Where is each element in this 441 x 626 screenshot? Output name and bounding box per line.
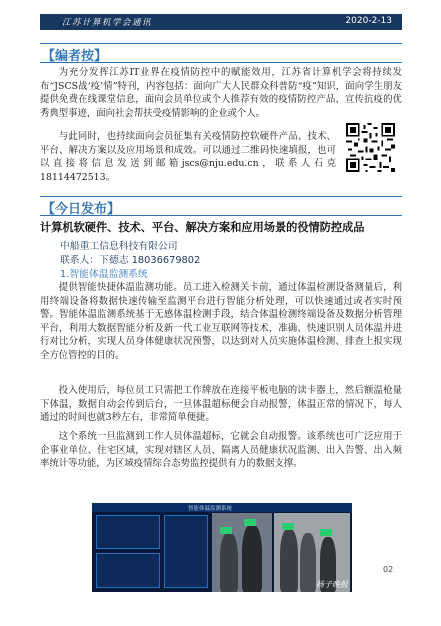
section-heading-editor-note bbox=[40, 43, 402, 63]
newsletter-title: 江苏计算机学会通讯 bbox=[62, 18, 153, 28]
screen-title: 智能体温监测系统 bbox=[188, 506, 233, 512]
dashboard-panel bbox=[96, 515, 160, 549]
person-figure bbox=[242, 525, 262, 592]
temperature-tag bbox=[220, 527, 232, 534]
editor-note-heading: 【编者按】 bbox=[42, 49, 108, 64]
system-screenshot-image bbox=[92, 503, 352, 592]
release-subtitle: 计算机软硬件、技术、平台、解决方案和应用场景的役情防控成品 bbox=[40, 221, 365, 234]
section-heading-today bbox=[40, 196, 402, 216]
issue-date: 2020-2-13 bbox=[345, 16, 392, 26]
page-number: 02 bbox=[383, 565, 394, 574]
temperature-tag bbox=[244, 519, 256, 526]
company-name: 中船重工信息科技有限公司 bbox=[60, 241, 178, 252]
qr-code-icon[interactable] bbox=[346, 123, 395, 172]
person-figure bbox=[300, 533, 316, 592]
today-heading: 【今日发布】 bbox=[42, 202, 121, 217]
person-figure bbox=[280, 529, 298, 592]
image-watermark: 扬子晚报 bbox=[316, 580, 348, 589]
newsletter-header bbox=[40, 14, 402, 30]
temperature-tag bbox=[282, 523, 294, 530]
editor-note-paragraph-2: 与此同时，也持续面向会员征集有关疫情防控软硬件产品、技术、平台、解决方案以及应用场景和成效。可以通过二维码快速填报，也可以直接将信息发送到邮箱jscs@nju.edu.cn，联系人石克18114472513。 bbox=[40, 131, 336, 183]
dashboard-panel bbox=[96, 553, 160, 588]
product-title: 1.智能体温监测系统 bbox=[60, 269, 148, 280]
dashboard-panel bbox=[164, 515, 208, 588]
person-figure bbox=[220, 533, 238, 592]
contact-info: 联系人：下德志 18036679802 bbox=[60, 255, 201, 266]
screen-title-bar bbox=[92, 503, 352, 512]
product-paragraph-1: 提供智能快捷体温监测功能。员工进入检测关卡前，通过体温检测设备测量后，利用终端设备将数据快速传输至监测平台进行智能分析处理，可以快速通过或者实时预警。智能体温监测系统基于无感体温检测手段，结合体温检测终端设备及数据分析管理平台，利用大数据智能分析及新一代工业互联网等技术，准确、快速识别人员体温并进行对比分析，实现人员身体健康状况预警，以达到对人员实施体温检测、排查上报实现全方位管控的目的。 bbox=[40, 282, 402, 361]
product-paragraph-3: 这个系统一旦监测到工作人员体温超标，它就会自动报警。该系统也可广泛应用于企事业单位、住宅区域，实现对辖区人员、隔离人员健康状况监测、出入告警、出入频率统计等功能，为区域疫情综合态势监控提供有力的数据支撑。 bbox=[40, 431, 402, 470]
editor-note-paragraph-1: 为充分发挥江苏IT业界在疫情防控中的赋能效用，江苏省计算机学会将持续发布“JSCS战‘疫’情”特刊，内容包括：面向广大人民群众科普防“疫”知识，面向学生朋友提供免费在线课堂信息，面向会员单位或个人推荐有效的疫情防控产品、宣传抗疫的优秀典型事迹，面向社会帮扶受疫情影响的企业或个人。 bbox=[40, 67, 402, 119]
product-paragraph-2: 投入使用后，每位员工只需把工作牌放在连接平板电脑的读卡器上，然后额温枪量下体温，数据自动会传到后台，一旦体温超标便会自动报警，体温正常的情况下，每人通过的时间也就3秒左右，非常简单便捷。 bbox=[40, 385, 402, 424]
temperature-tag bbox=[320, 529, 332, 536]
